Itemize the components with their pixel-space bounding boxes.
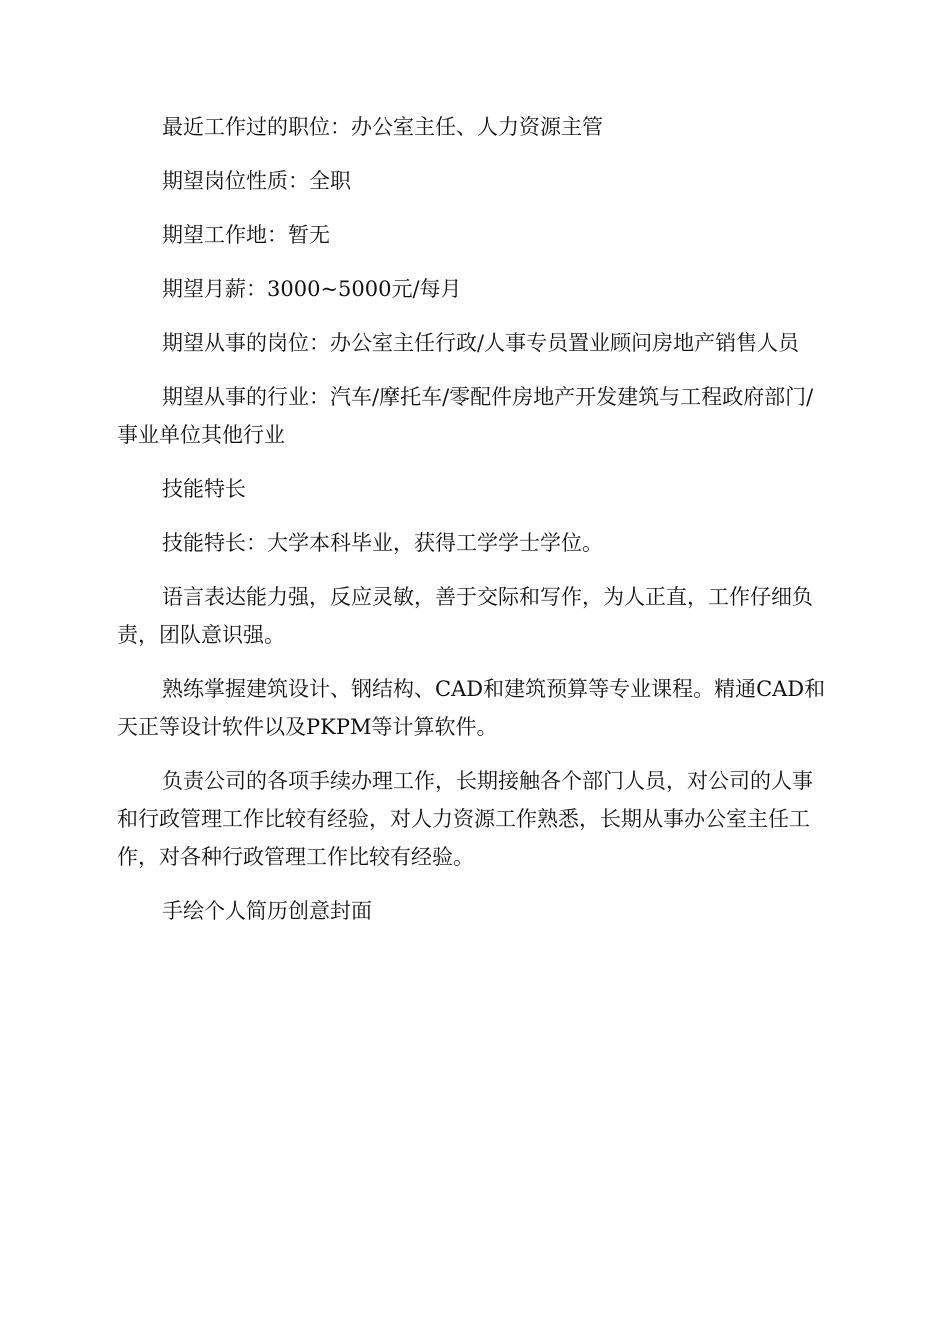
skills-communication-paragraph: 语言表达能力强，反应灵敏，善于交际和写作，为人正直，工作仔细负责，团队意识强。 xyxy=(117,585,813,647)
recent-position-line: 最近工作过的职位：办公室主任、人力资源主管 xyxy=(162,115,603,139)
work-location-line: 期望工作地：暂无 xyxy=(162,223,330,247)
skills-heading: 技能特长 xyxy=(162,477,246,501)
skills-education-line: 技能特长：大学本科毕业，获得工学学士学位。 xyxy=(162,531,603,555)
document-body xyxy=(117,108,833,946)
skills-software-paragraph: 熟练掌握建筑设计、钢结构、CAD和建筑预算等专业课程。精通CAD和天正等设计软件以及PKPM等计算软件。 xyxy=(117,677,826,739)
desired-industries-paragraph: 期望从事的行业：汽车/摩托车/零配件房地产开发建筑与工程政府部门/事业单位其他行业 xyxy=(117,385,814,447)
cover-title-line: 手绘个人简历创意封面 xyxy=(162,899,372,923)
work-experience-paragraph: 负责公司的各项手续办理工作，长期接触各个部门人员，对公司的人事和行政管理工作比较有经验，对人力资源工作熟悉，长期从事办公室主任工作，对各种行政管理工作比较有经验。 xyxy=(117,769,813,869)
expected-salary-line: 期望月薪：3000~5000元/每月 xyxy=(162,277,462,301)
desired-positions-paragraph: 期望从事的岗位：办公室主任行政/人事专员置业顾问房地产销售人员 xyxy=(162,331,800,355)
job-type-line: 期望岗位性质：全职 xyxy=(162,169,351,193)
